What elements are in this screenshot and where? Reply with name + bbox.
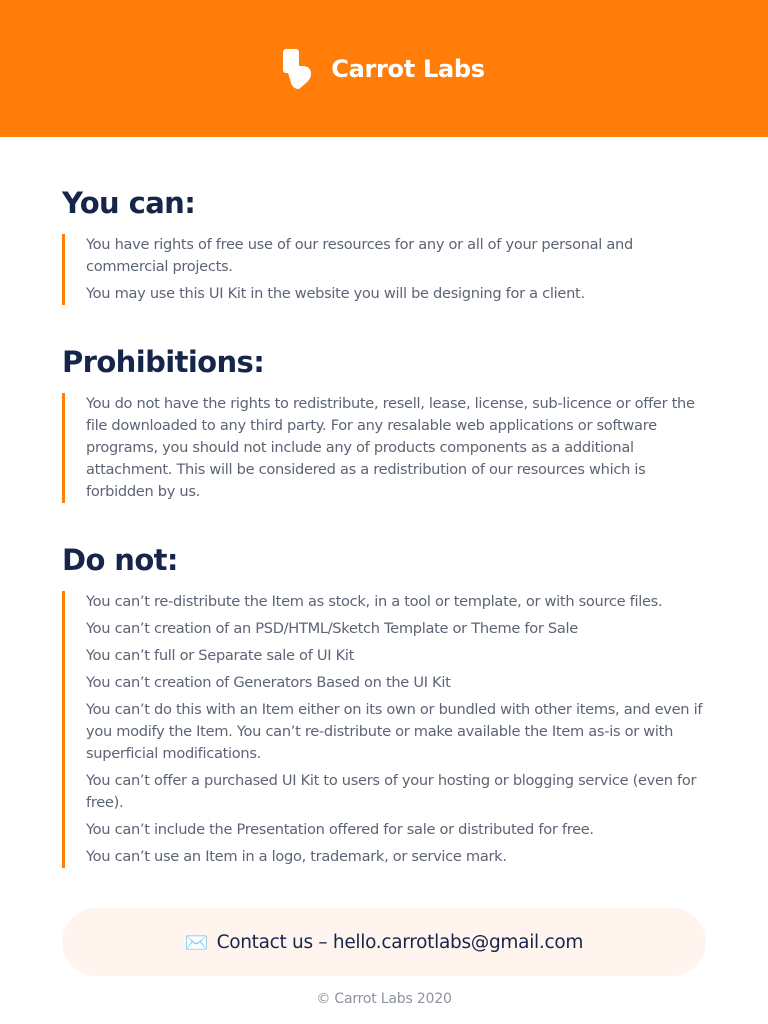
list-item: You can’t creation of Generators Based on the UI Kit — [86, 674, 451, 691]
list-item: You can’t full or Separate sale of UI Kit — [86, 647, 355, 664]
section-quote — [62, 591, 706, 868]
copyright-footer: © Carrot Labs 2020 — [316, 991, 452, 1007]
list-item: You can’t use an Item in a logo, trademark, or service mark. — [86, 848, 507, 865]
list-item: You may use this UI Kit in the website you will be designing for a client. — [86, 285, 585, 302]
site-header — [0, 0, 768, 137]
carrot-logo-icon — [283, 49, 315, 89]
list-item: You can’t offer a purchased UI Kit to users of your hosting or blogging service (even for free). — [86, 772, 697, 811]
section-title: You can: — [62, 186, 196, 220]
section-do-not — [62, 543, 706, 868]
envelope-icon: ✉️ — [184, 931, 209, 954]
list-item: You can’t creation of an PSD/HTML/Sketch Template or Theme for Sale — [86, 620, 578, 637]
section-title: Prohibitions: — [62, 345, 265, 379]
license-content — [0, 137, 768, 868]
section-title: Do not: — [62, 543, 178, 577]
brand[interactable] — [283, 49, 484, 89]
contact-link[interactable]: Contact us – hello.carrotlabs@gmail.com — [216, 931, 584, 953]
list-item: You do not have the rights to redistribute, resell, lease, license, sub-licence or offer the file downloaded to any third party. For any resalable web applications or software programs, you should not include any of products components as a additional attachment. This will be considered as a redistribution of our resources which is forbidden by us. — [86, 395, 695, 500]
section-prohibitions — [62, 345, 706, 503]
list-item: You can’t do this with an Item either on its own or bundled with other items, and even if you modify the Item. You can’t re-distribute or make available the Item as-is or with superficial modifications. — [86, 701, 703, 762]
contact-banner[interactable] — [62, 908, 706, 976]
list-item: You can’t re-distribute the Item as stock, in a tool or template, or with source files. — [86, 593, 663, 610]
section-quote — [62, 234, 706, 305]
section-quote — [62, 393, 706, 503]
list-item: You can’t include the Presentation offered for sale or distributed for free. — [86, 821, 594, 838]
section-you-can — [62, 186, 706, 305]
brand-name: Carrot Labs — [331, 54, 485, 83]
list-item: You have rights of free use of our resources for any or all of your personal and commercial projects. — [86, 236, 633, 275]
